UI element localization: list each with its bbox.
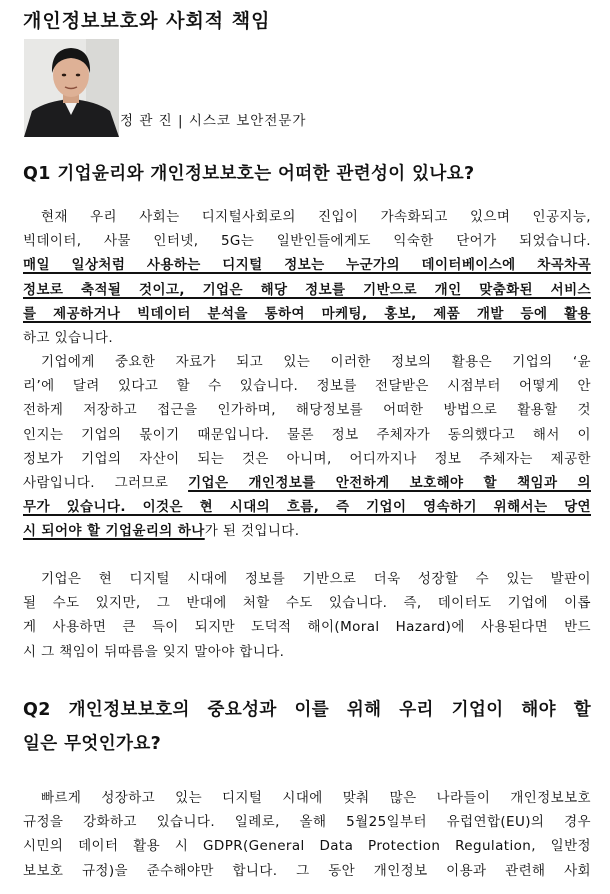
text-line: 빅데이터, 사물 인터넷, 5G는 일반인들에게도 익숙한 단어가 되었습니다. xyxy=(23,233,591,250)
question-1-heading: Q1 기업윤리와 개인정보보호는 어떠한 관련성이 있나요? xyxy=(23,164,475,184)
text-line: 규정을 강화하고 있습니다. 일례로, 올해 5월25일부터 유럽연합(EU)의 경우 xyxy=(23,814,591,831)
question-2-heading xyxy=(23,693,591,761)
text-line: 전하게 저장하고 접근을 인가하며, 해당정보를 어떠한 방법으로 활용할 것 xyxy=(23,402,591,419)
author-photo xyxy=(24,39,119,137)
author-portrait-image xyxy=(24,39,119,137)
heading-line: 일은 무엇인가요? xyxy=(23,734,162,754)
text-line: 보보호 규정)을 준수해야만 합니다. 그 동안 개인정보 이용과 관련해 사회 xyxy=(23,862,591,879)
heading-line: Q2 개인정보보호의 중요성과 이를 위해 우리 기업이 해야 할 xyxy=(23,700,591,720)
text-line: 현재 우리 사회는 디지털사회로의 진입이 가속화되고 있으며 인공지능, xyxy=(41,209,591,225)
q1-paragraph-2 xyxy=(23,350,591,544)
text-line: 정보가 기업의 자산이 되는 것은 아니며, 어디까지나 정보 주체자는 제공한 xyxy=(23,450,591,467)
mixed-line xyxy=(23,471,591,495)
emphasis-line: 무가 있습니다. 이것은 현 시대의 흐름, 즉 기업이 영속하기 위해서는 당연 xyxy=(23,499,591,516)
text-line: 기업에게 중요한 자료가 되고 있는 이러한 정보의 활용은 기업의 ‘윤 xyxy=(41,354,591,370)
text-run: 사람입니다. 그러므로 xyxy=(23,475,189,492)
text-run: 가 된 것입니다. xyxy=(204,523,300,540)
q2-paragraph-1 xyxy=(23,786,591,883)
q1-paragraph-1 xyxy=(23,205,591,350)
text-line: 리’에 달려 있다고 할 수 있습니다. 정보를 전달받은 시점부터 어떻게 안 xyxy=(23,378,591,395)
text-line: 빠르게 성장하고 있는 디지털 시대에 맞춰 많은 나라들이 개인정보보호 xyxy=(41,790,591,806)
text-line: 될 수도 있지만, 그 반대에 처할 수도 있습니다. 즉, 데이터도 기업에 이롭 xyxy=(23,595,591,612)
text-line: 시 그 책임이 뒤따름을 잊지 말아야 합니다. xyxy=(23,643,285,660)
emphasis-line: 매일 일상처럼 사용하는 디지털 정보는 누군가의 데이터베이스에 차곡차곡 xyxy=(23,257,591,274)
text-line: 하고 있습니다. xyxy=(23,330,114,347)
emphasis-line: 정보로 축적될 것이고, 기업은 해당 정보를 기반으로 개인 맞춤화된 서비스 xyxy=(23,281,591,298)
text-line: 기업은 현 디지털 시대에 정보를 기반으로 더욱 성장할 수 있는 발판이 xyxy=(41,571,591,587)
article-title: 개인정보보호와 사회적 책임 xyxy=(23,10,271,32)
emphasis-run: 기업은 개인정보를 안전하게 보호해야 할 책임과 의 xyxy=(188,475,591,492)
emphasis-run: 시 되어야 할 기업윤리의 하나 xyxy=(23,523,205,540)
text-line: 게 사용하면 큰 득이 되지만 도덕적 해이(Moral Hazard)에 사용된다면 반드 xyxy=(23,619,591,636)
emphasis-line: 를 제공하거나 빅데이터 분석을 통하여 마케팅, 홍보, 제품 개발 등에 활용 xyxy=(23,305,591,322)
text-line: 시민의 데이터 활용 시 GDPR(General Data Protection Regulation, 일반정 xyxy=(23,838,591,855)
q1-paragraph-3 xyxy=(23,567,591,664)
mixed-line xyxy=(23,519,591,543)
author-byline: 정 관 진 | 시스코 보안전문가 xyxy=(120,113,307,129)
text-line: 인지는 기업의 몫이기 때문입니다. 물론 정보 주체자가 동의했다고 해서 이 xyxy=(23,426,591,443)
